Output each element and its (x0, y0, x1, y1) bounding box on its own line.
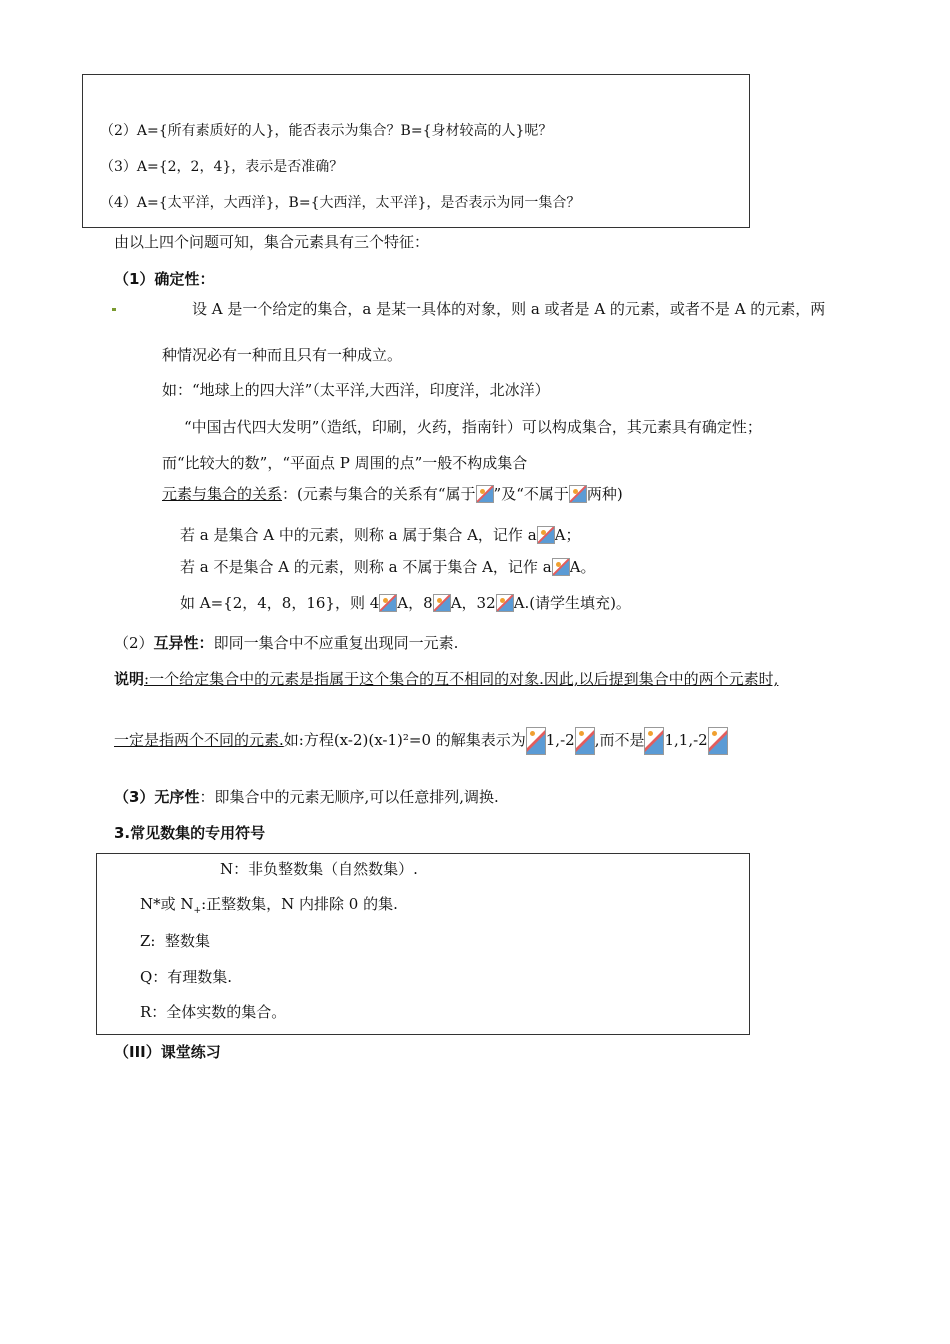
left-brace-image (526, 727, 546, 755)
element-set-relation: 元素与集合的关系：(元素与集合的关系有“属于 ”及“不属于 两种) (162, 485, 623, 503)
example-oceans: 如：“地球上的四大洋”（太平洋,大西洋，印度洋，北冰洋） (162, 381, 550, 399)
set-Z: Z: 整数集 (140, 932, 211, 950)
fill-exercise: 如 A={2，4，8，16}，则 4 A，8 A，32 A.(请学生填充)。 (180, 594, 631, 612)
unordered-line: （3）无序性：即集合中的元素无顺序,可以任意排列,调换. (114, 788, 499, 806)
question-4: （4）A={太平洋，大西洋}，B={大西洋，太平洋}，是否表示为同一集合？ (100, 195, 581, 211)
example-not-set: 而“比较大的数”，“平面点 P 周围的点”一般不构成集合 (162, 454, 528, 472)
determinacy-line2: 种情况必有一种而且只有一种成立。 (162, 346, 403, 364)
distinctness-line: （2）互异性：即同一集合中不应重复出现同一元素. (114, 634, 459, 652)
intro-text: 由以上四个问题可知，集合元素具有三个特征： (114, 233, 430, 251)
not-belongs-statement: 若 a 不是集合 A 的元素，则称 a 不属于集合 A，记作 a A。 (180, 558, 596, 576)
question-2: （2）A={所有素质好的人}，能否表示为集合？B={身材较高的人}呢？ (100, 123, 553, 139)
set-R: R：全体实数的集合。 (140, 1003, 287, 1021)
example-inventions: “中国古代四大发明”（造纸，印刷，火药，指南针）可以构成集合，其元素具有确定性； (184, 418, 762, 436)
heading-determinacy: （1）确定性： (114, 270, 215, 288)
heading-unordered: （3）无序性 (114, 788, 200, 806)
not-belongs-symbol-image (552, 558, 570, 576)
blank-symbol-image (496, 594, 514, 612)
heading-number-sets: 3.常见数集的专用符号 (114, 824, 266, 842)
solution-set-example: 一定是指两个不同的元素.如:方程(x-2)(x-1)²=0 的解集表示为 1,-2 ,而不是 1,1,-2 (114, 727, 728, 755)
small-mark (112, 308, 116, 311)
not-belongs-symbol-image (569, 485, 587, 503)
set-Q: Q：有理数集. (140, 968, 233, 986)
distinctness-note: 说明:一个给定集合中的元素是指属于这个集合的互不相同的对象.因此,以后提到集合中的两个元素时, (114, 670, 779, 688)
relation-title: 元素与集合的关系 (162, 485, 283, 503)
blank-symbol-image (433, 594, 451, 612)
set-Nstar: N*或 $N_+$:正整数集，N 内排除 0 的集. (140, 895, 398, 916)
question-3: （3）A={2，2，4}，表示是否准确？ (100, 159, 344, 175)
belongs-symbol-image (537, 526, 555, 544)
belongs-symbol-image (476, 485, 494, 503)
right-brace-image (575, 727, 595, 755)
set-N: N：非负整数集（自然数集）. (220, 860, 418, 878)
heading-distinctness: 互异性： (153, 634, 214, 652)
left-brace-image (644, 727, 664, 755)
belongs-statement: 若 a 是集合 A 中的元素，则称 a 属于集合 A，记作 a A； (180, 526, 581, 544)
determinacy-line1: 设 A 是一个给定的集合，a 是某一具体的对象，则 a 或者是 A 的元素，或者不是 A 的元素，两 (192, 300, 826, 318)
right-brace-image (708, 727, 728, 755)
heading-practice: （III）课堂练习 (114, 1043, 221, 1061)
note-label: 说明 (114, 670, 145, 688)
blank-symbol-image (379, 594, 397, 612)
